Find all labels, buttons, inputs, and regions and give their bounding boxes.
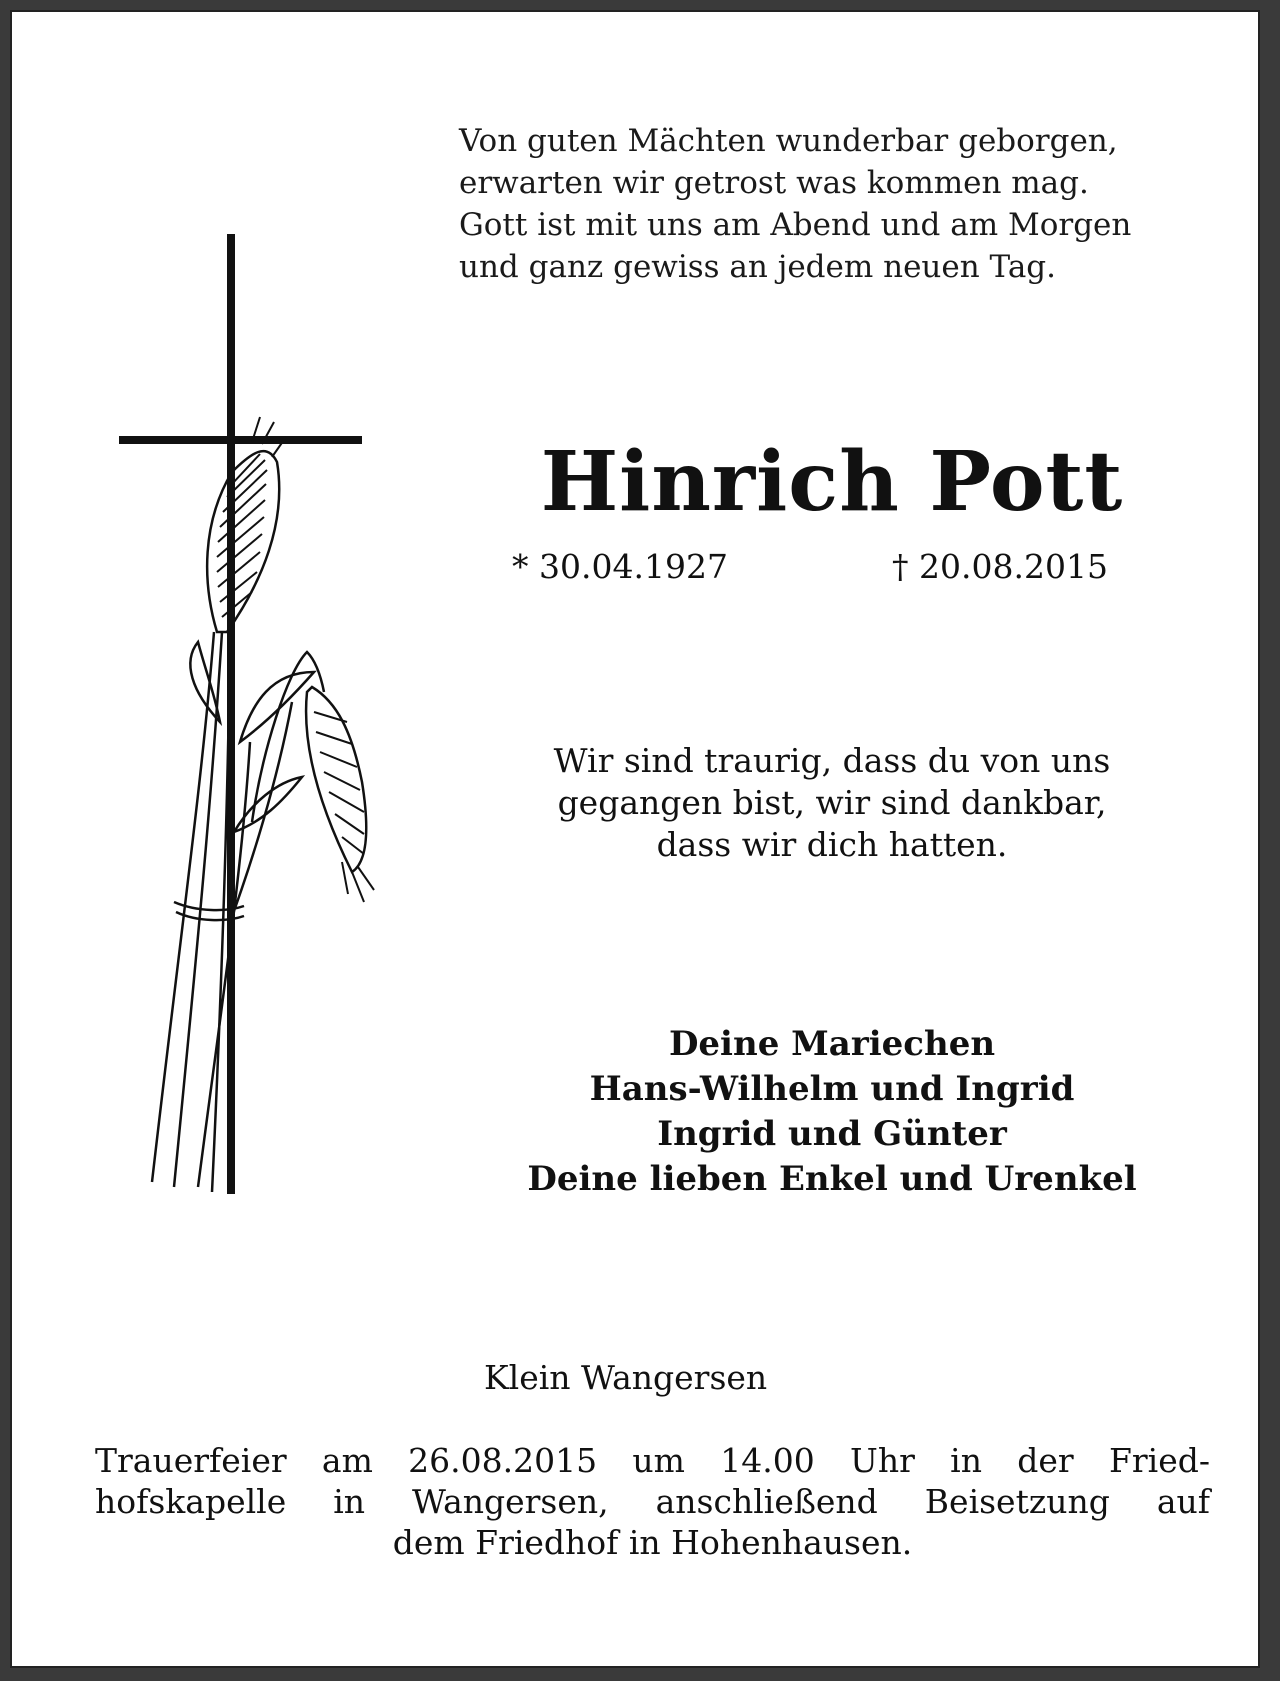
family-line: Deine Mariechen	[668, 1024, 996, 1064]
quote-line: dass wir dich hatten.	[656, 825, 1008, 864]
funeral-line: hofskapelle in Wangersen, anschließend Beisetzung auf	[95, 1482, 1210, 1521]
mourning-quote	[482, 740, 1182, 866]
family-line: Hans-Wilhelm und Ingrid	[589, 1069, 1075, 1109]
poem-line: und ganz gewiss an jedem neuen Tag.	[459, 249, 1057, 285]
cross-with-wheat-icon	[102, 222, 402, 1202]
birth-date: * 30.04.1927	[512, 547, 728, 586]
funeral-line: Trauerfeier am 26.08.2015 um 14.00 Uhr in der Fried-	[95, 1441, 1210, 1480]
quote-line: Wir sind traurig, dass du von uns	[553, 741, 1111, 780]
funeral-line: dem Friedhof in Hohenhausen.	[392, 1523, 913, 1562]
place-name: Klein Wangersen	[484, 1358, 768, 1397]
family-line: Ingrid und Günter	[657, 1114, 1007, 1154]
funeral-info	[95, 1440, 1210, 1563]
death-date: † 20.08.2015	[892, 547, 1108, 586]
quote-line: gegangen bist, wir sind dankbar,	[557, 783, 1107, 822]
poem-line: erwarten wir getrost was kommen mag.	[459, 165, 1089, 201]
family-line: Deine lieben Enkel und Urenkel	[527, 1159, 1137, 1199]
poem-line: Von guten Mächten wunderbar geborgen,	[459, 123, 1118, 159]
poem-line: Gott ist mit uns am Abend und am Morgen	[459, 207, 1132, 243]
obituary-notice	[10, 10, 1260, 1668]
family-signatures	[442, 1022, 1222, 1202]
deceased-name: Hinrich Pott	[540, 434, 1124, 530]
poem-verse	[459, 120, 1259, 288]
